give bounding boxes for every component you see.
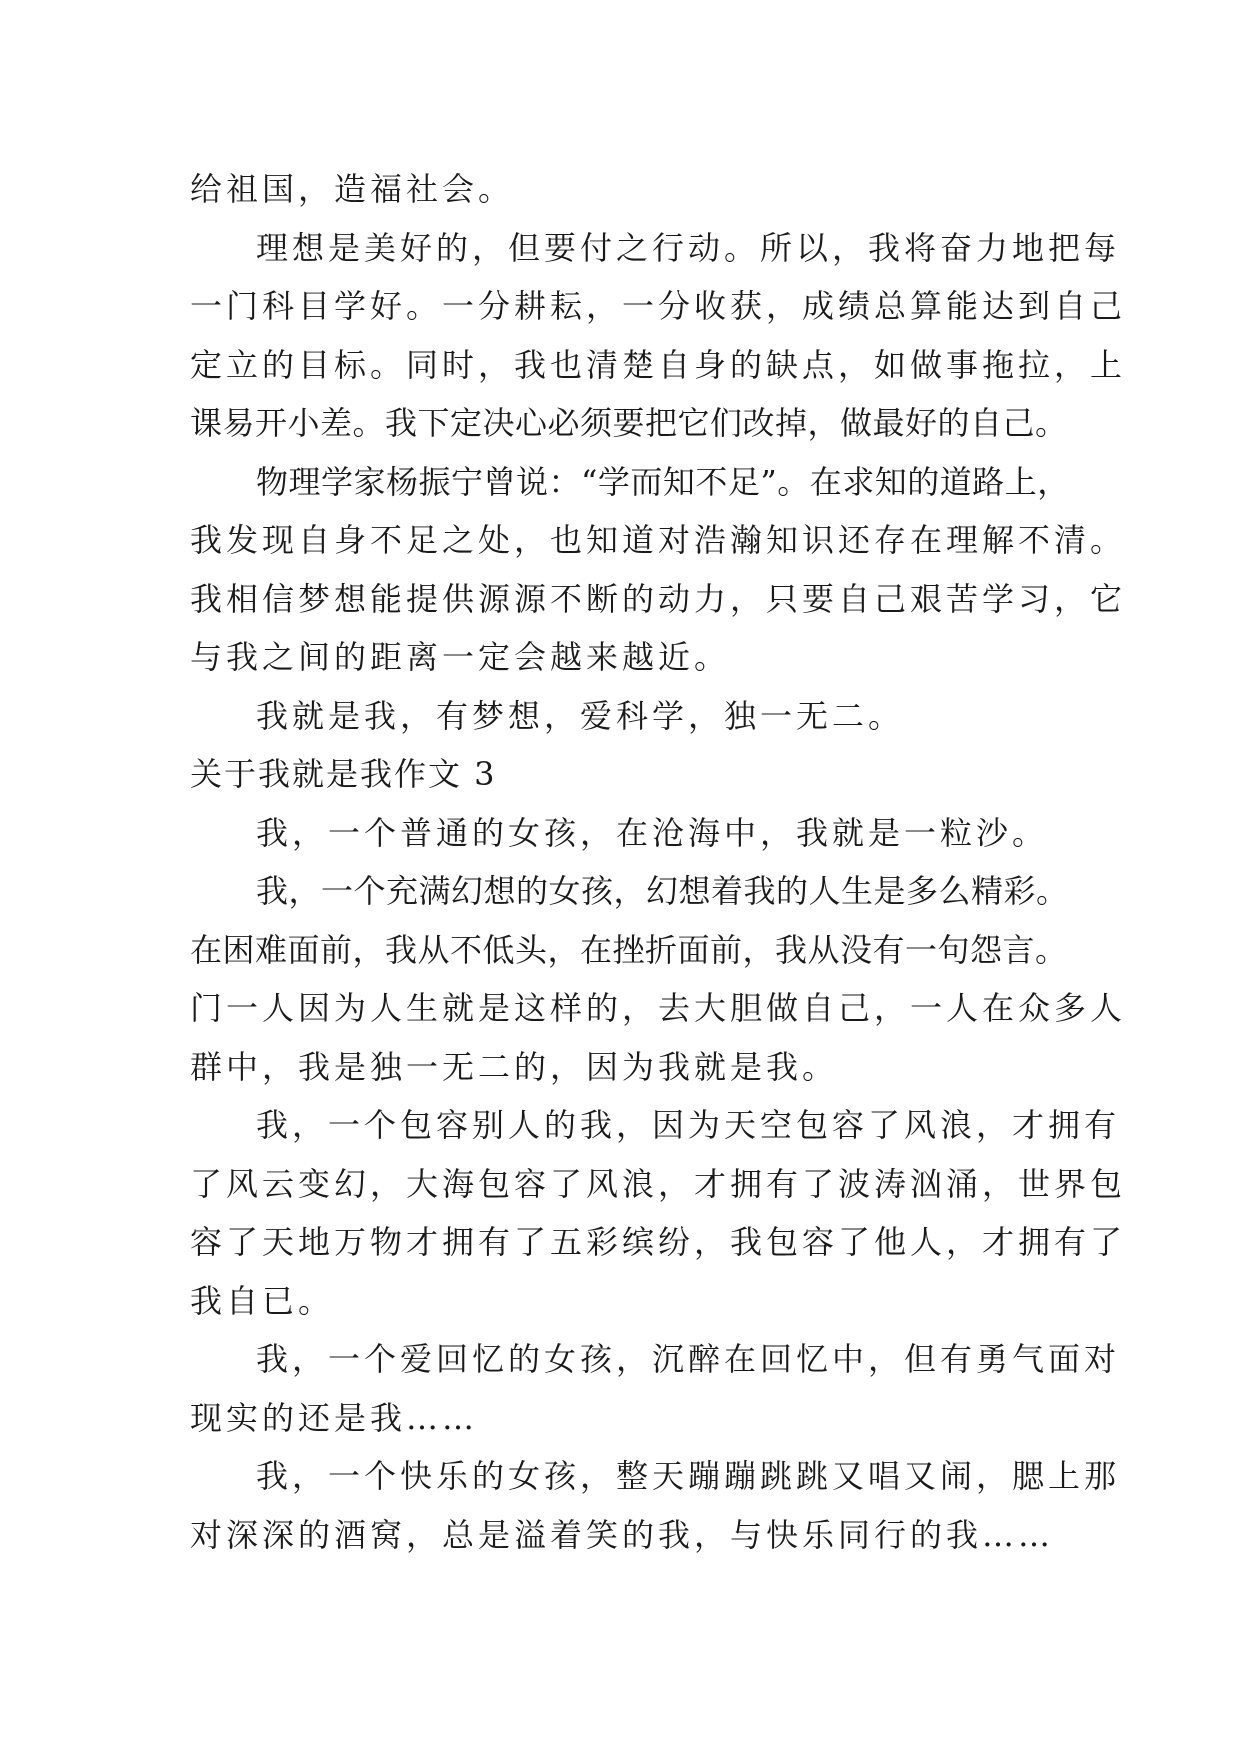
text-line: 我，一个充满幻想的女孩，幻想着我的人生是多么精彩。 — [256, 872, 1069, 910]
text-line: 课易开小差。我下定决心必须要把它们改掉，做最好的自己。 — [190, 404, 1068, 442]
text-line: 容了天地万物才拥有了五彩缤纷，我包容了他人，才拥有了 — [190, 1223, 1127, 1261]
text-line: 物理学家杨振宁曾说：“学而知不足”。在求知的道路上， — [256, 462, 1070, 501]
text-line: 了风云变幻，大海包容了风浪，才拥有了波涛汹涌，世界包 — [190, 1164, 1127, 1203]
text-line: 我，一个包容别人的我，因为天空包容了风浪，才拥有 — [256, 1106, 1121, 1144]
text-line: 我就是我，有梦想，爱科学，独一无二。 — [256, 696, 905, 735]
text-line: 理想是美好的，但要付之行动。所以，我将奋力地把每 — [256, 228, 1121, 267]
text-line: 对深深的酒窝，总是溢着笑的我，与快乐同行的我…… — [190, 1515, 1055, 1554]
text-line: 现实的还是我…… — [190, 1398, 479, 1437]
text-line: 我，一个快乐的女孩，整天蹦蹦跳跳又唱又闹，腮上那 — [256, 1457, 1121, 1495]
text-line: 给祖国，造福社会。 — [190, 170, 515, 208]
text-line: 我，一个普通的女孩，在沧海中，我就是一粒沙。 — [256, 813, 1049, 852]
text-line: 我发现自身不足之处，也知道对浩瀚知识还存在理解不清。 — [190, 521, 1127, 559]
text-line: 门一人因为人生就是这样的，去大胆做自己，一人在众多人 — [190, 989, 1127, 1027]
text-line: 我相信梦想能提供源源不断的动力，只要自己艰苦学习，它 — [190, 579, 1127, 618]
text-line: 我自已。 — [190, 1281, 335, 1320]
text-line: 我，一个爱回忆的女孩，沉醉在回忆中，但有勇气面对 — [256, 1340, 1121, 1378]
section-heading: 关于我就是我作文 3 — [190, 755, 497, 793]
document-body — [190, 160, 1127, 1564]
text-line: 与我之间的距离一定会越来越近。 — [190, 638, 731, 676]
text-line: 一门科目学好。一分耕耘，一分收获，成绩总算能达到自己 — [190, 287, 1127, 325]
text-line: 在困难面前，我从不低头，在挫折面前，我从没有一句怨言。 — [190, 930, 1068, 969]
text-line: 定立的目标。同时，我也清楚自身的缺点，如做事拖拉，上 — [190, 345, 1127, 384]
text-line: 群中，我是独一无二的，因为我就是我。 — [190, 1047, 839, 1086]
